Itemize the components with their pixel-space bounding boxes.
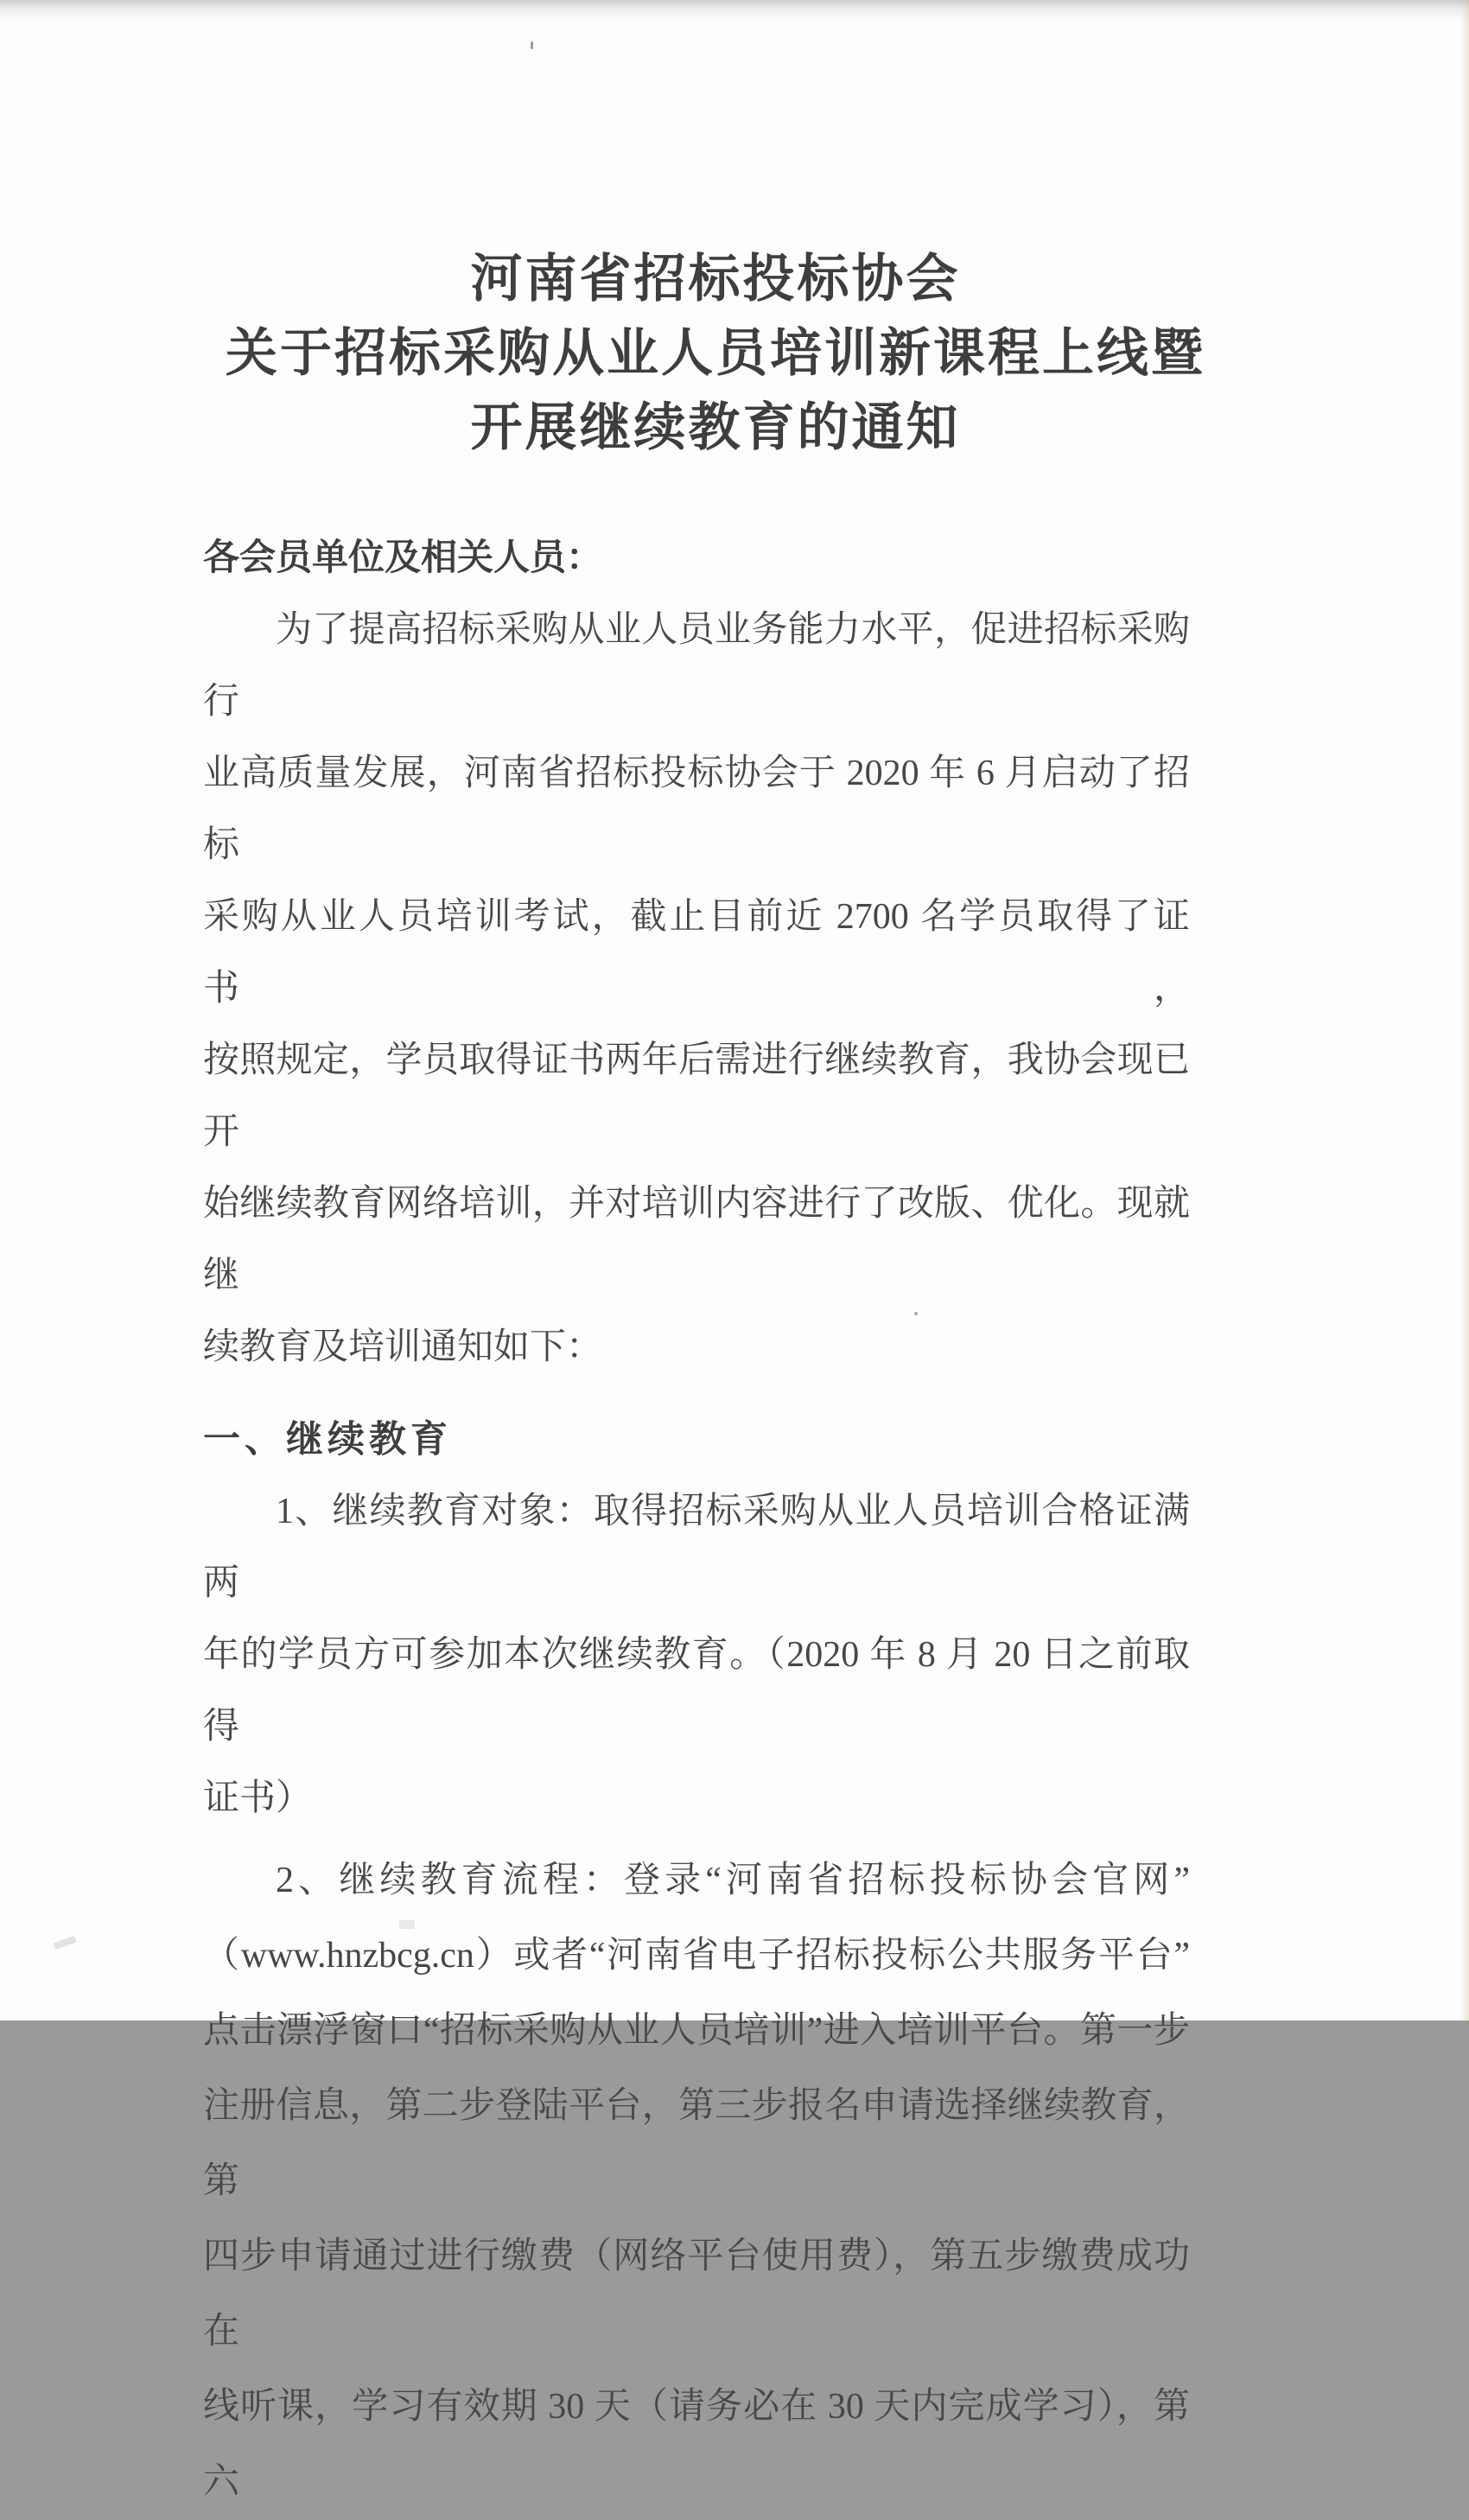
text-line: 续教育及培训通知如下： [203, 1327, 603, 1367]
section-1-heading [203, 1404, 1190, 1476]
text-line: 各会员单位及相关人员： [203, 538, 603, 578]
text-line: 为了提高招标采购从业人员业务能力水平，促进招标采购行 [203, 610, 1190, 722]
text-line: 按照规定，学员取得证书两年后需进行继续教育，我协会现已开 [203, 1040, 1190, 1152]
scanner-edge-strip-right [1460, 0, 1469, 2020]
text-line: （www.hnzbcg.cn）或者“河南省电子招标投标公共服务平台” [203, 1936, 1190, 1976]
title-line: 关于招标采购从业人员培训新课程上线暨 [226, 325, 1205, 382]
text-line: 证书） [203, 1779, 313, 1818]
text-line: 年的学员方可参加本次继续教育。（2020 年 8 月 20 日之前取得 [203, 1635, 1190, 1747]
salutation [203, 523, 1190, 595]
para-target [203, 1476, 1190, 1835]
para-process [203, 1843, 1190, 2520]
text-line: 始继续教育网络培训，并对培训内容进行了改版、优化。现就继 [203, 1184, 1190, 1295]
text-line: 2、继续教育流程：登录“河南省招标投标协会官网” [276, 1861, 1190, 1900]
scan-speck [53, 1936, 76, 1950]
text-line: 注册信息，第二步登陆平台，第三步报名申请选择继续教育，第 [203, 2086, 1190, 2201]
para-intro [203, 595, 1190, 1384]
document-content [203, 0, 1205, 2520]
text-line: 线听课，学习有效期 30 天（请务必在 30 天内完成学习），第六 [203, 2387, 1190, 2502]
document-title [222, 242, 1209, 465]
text-line: 点击漂浮窗口“招标采购从业人员培训”进入培训平台。第一步 [203, 2011, 1190, 2051]
text-line: 1、继续教育对象：取得招标采购从业人员培训合格证满两 [203, 1492, 1190, 1603]
text-line: 采购从业人员培训考试，截止目前近 2700 名学员取得了证书， [203, 897, 1190, 1009]
section-heading-text: 一、继续教育 [203, 1419, 452, 1460]
title-line: 河南省招标投标协会 [470, 251, 961, 308]
title-line: 开展继续教育的通知 [470, 399, 961, 456]
text-line: 业高质量发展，河南省招标投标协会于 2020 年 6 月启动了招标 [203, 754, 1190, 865]
text-line: 四步申请通过进行缴费（网络平台使用费），第五步缴费成功在 [203, 2237, 1190, 2351]
